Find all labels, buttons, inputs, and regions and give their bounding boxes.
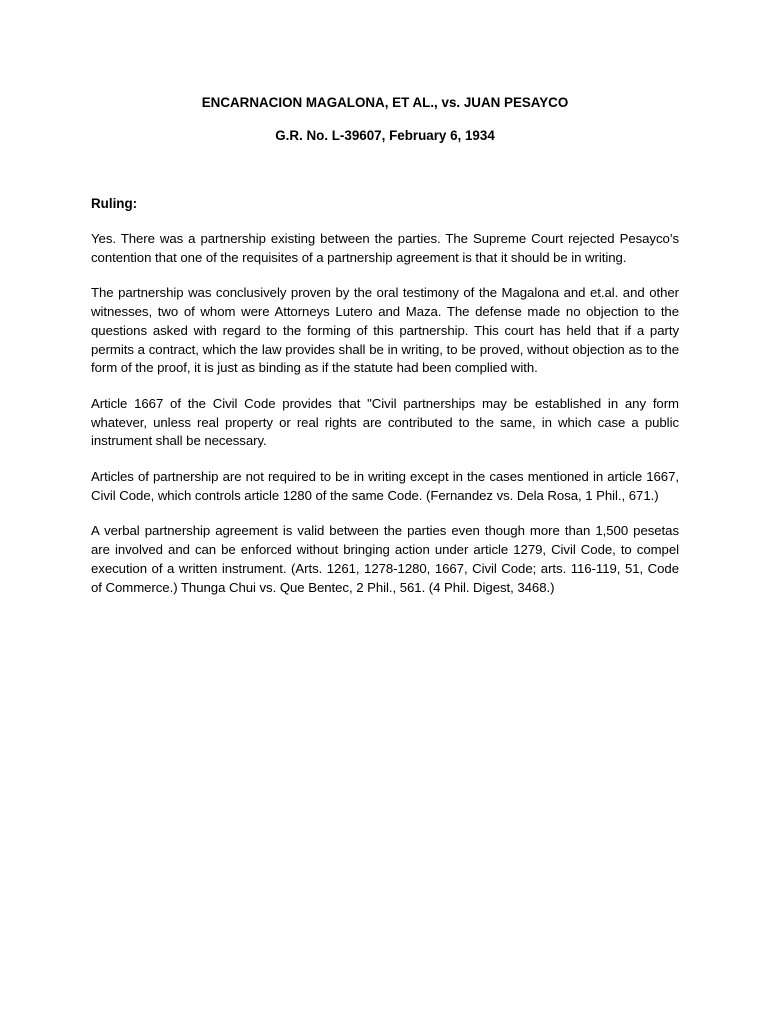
paragraph-partnership-existed: Yes. There was a partnership existing between the parties. The Supreme Court rejected Pesayco’s contention that one of the requisites of a partnership agreement is that it should be in writing. xyxy=(91,231,679,265)
paragraph-article-1667: Article 1667 of the Civil Code provides that "Civil partnerships may be established in any form whatever, unless real property or real rights are contributed to the same, in which case a public instrument shall be necessary. xyxy=(91,395,679,449)
case-title: ENCARNACION MAGALONA, ET AL., vs. JUAN PESAYCO xyxy=(201,95,569,110)
case-number: G.R. No. L-39607, February 6, 1934 xyxy=(275,128,495,143)
paragraph-oral-testimony: The partnership was conclusively proven by the oral testimony of the Magalona and et.al. and other witnesses, two of whom were Attorneys Lutero and Maza. The defense made no objection to the questions asked with regard to the forming of this partnership. This court has held that if a party permits a contract, which the law provides shall be in writing, to be proved, without objection as to the form of the proof, it is just as binding as if the statute had been complied with. xyxy=(91,285,679,376)
paragraph-verbal-agreement: A verbal partnership agreement is valid between the parties even though more than 1,500 pesetas are involved and can be enforced without bringing action under article 1279, Civil Code, to compel execution of a written instrument. (Arts. 1261, 1278-1280, 1667, Civil Code; arts. 116-119, 51, Code of Commerce.) Thunga Chui vs. Que Bentec, 2 Phil., 561. (4 Phil. Digest, 3468.) xyxy=(91,523,679,595)
document-body xyxy=(91,94,679,614)
ruling-heading: Ruling: xyxy=(91,196,138,211)
paragraph-articles-of-partnership: Articles of partnership are not required to be in writing except in the cases mentioned in article 1667, Civil Code, which controls article 1280 of the same Code. (Fernandez vs. Dela Rosa, 1 Phil., 671.) xyxy=(91,469,679,503)
